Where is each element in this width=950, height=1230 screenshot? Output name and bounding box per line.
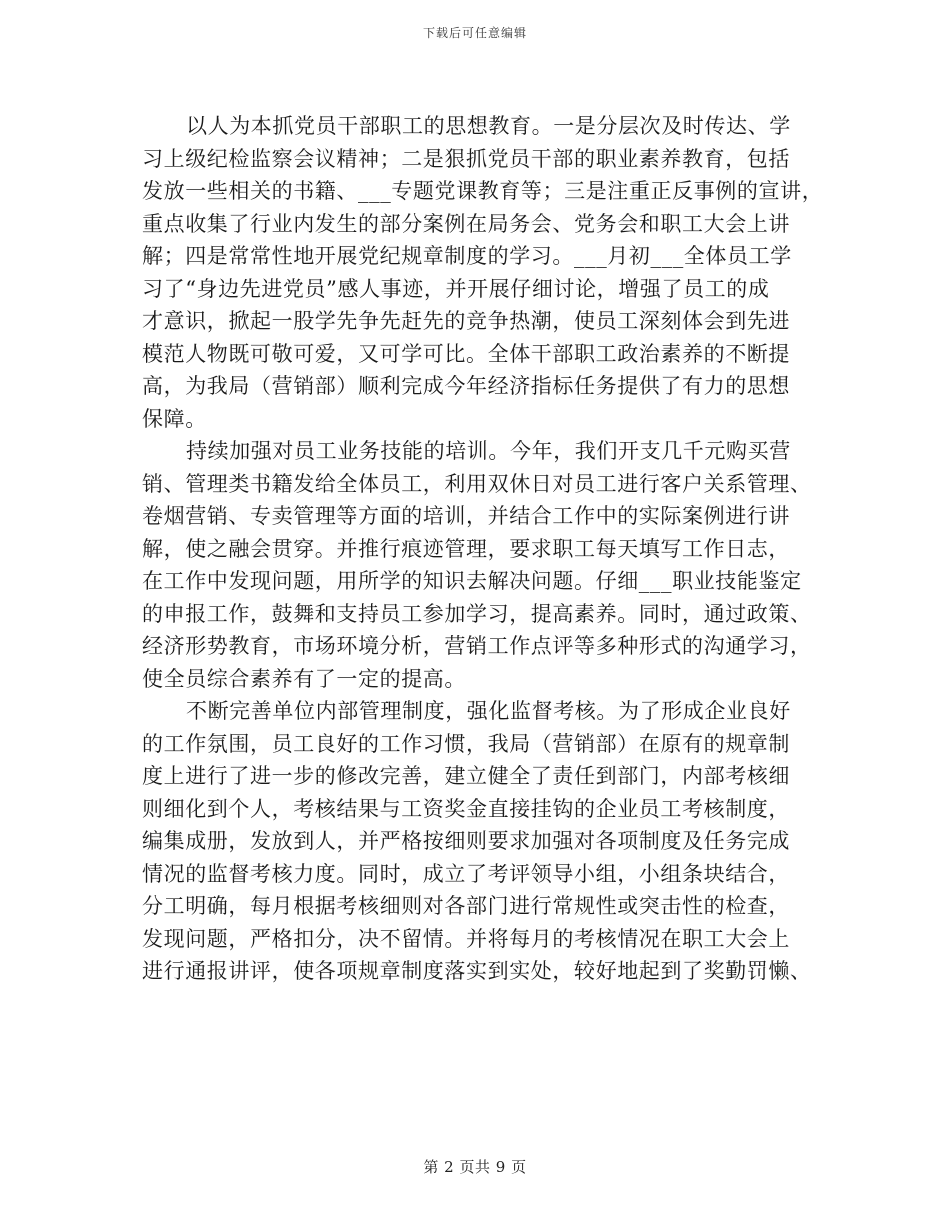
text-line: 使全员综合素养有了一定的提高。 (142, 666, 466, 691)
text-line: 模范人物既可敬可爱，又可学可比。全体干部职工政治素养的不断提 (142, 341, 790, 366)
text-line: 则细化到个人，考核结果与工资奖金直接挂钩的企业员工考核制度， (142, 796, 790, 821)
text-line: 发现问题，严格扣分，决不留情。并将每月的考核情况在职工大会上 (142, 926, 790, 951)
text-line: 以人为本抓党员干部职工的思想教育。一是分层次及时传达、学 (186, 114, 791, 138)
text-line: 卷烟营销、专卖管理等方面的培训，并结合工作中的实际案例进行讲 (142, 504, 790, 528)
paragraph-3 (142, 695, 818, 988)
text-line: 持续加强对员工业务技能的培训。今年，我们开支几千元购买营 (186, 439, 791, 463)
text-line: 的申报工作，鼓舞和支持员工参加学习，提高素养。同时，通过政策、 (142, 601, 812, 626)
text-line: 重点收集了行业内发生的部分案例在局务会、党务会和职工大会上讲 (142, 211, 790, 236)
text-line: 才意识，掀起一股学先争先赶先的竞争热潮，使员工深刻体会到先进 (142, 309, 790, 333)
text-line: 经济形势教育，市场环境分析，营销工作点评等多种形式的沟通学习， (142, 634, 812, 658)
text-line: 在工作中发现问题，用所学的知识去解决问题。仔细___职业技能鉴定 (142, 569, 802, 593)
text-line: 高，为我局（营销部）顺利完成今年经济指标任务提供了有力的思想 (142, 374, 790, 398)
document-body (142, 110, 824, 988)
paragraph-1 (142, 110, 824, 435)
text-line: 分工明确，每月根据考核细则对各部门进行常规性或突击性的检查， (142, 894, 790, 918)
text-line: 习了“身边先进党员”感人事迹，并开展仔细讨论，增强了员工的成 (142, 276, 770, 301)
text-line: 保障。 (142, 406, 207, 431)
text-line: 解；四是常常性地开展党纪规章制度的学习。___月初___全体员工学 (142, 244, 792, 268)
paragraph-2 (142, 435, 818, 695)
text-line: 编集成册，发放到人，并严格按细则要求加强对各项制度及任务完成 (142, 829, 790, 853)
text-line: 发放一些相关的书籍、___专题党课教育等；三是注重正反事例的宣讲， (142, 179, 824, 203)
text-line: 不断完善单位内部管理制度，强化监督考核。为了形成企业良好 (186, 699, 791, 723)
text-line: 解，使之融会贯穿。并推行痕迹管理，要求职工每天填写工作日志， (142, 536, 790, 561)
page-footer: 第 2 页共 9 页 (423, 1158, 527, 1176)
text-line: 情况的监督考核力度。同时，成立了考评领导小组，小组条块结合， (142, 861, 790, 886)
page-header: 下载后可任意编辑 (422, 26, 527, 40)
text-line: 的工作氛围，员工良好的工作习惯，我局（营销部）在原有的规章制 (142, 731, 790, 756)
text-line: 度上进行了进一步的修改完善，建立健全了责任到部门，内部考核细 (142, 764, 790, 788)
text-line: 习上级纪检监察会议精神；二是狠抓党员干部的职业素养教育，包括 (142, 146, 790, 171)
text-line: 销、管理类书籍发给全体员工，利用双休日对员工进行客户关系管理、 (142, 471, 812, 496)
text-line: 进行通报讲评，使各项规章制度落实到实处，较好地起到了奖勤罚懒、 (142, 959, 812, 983)
